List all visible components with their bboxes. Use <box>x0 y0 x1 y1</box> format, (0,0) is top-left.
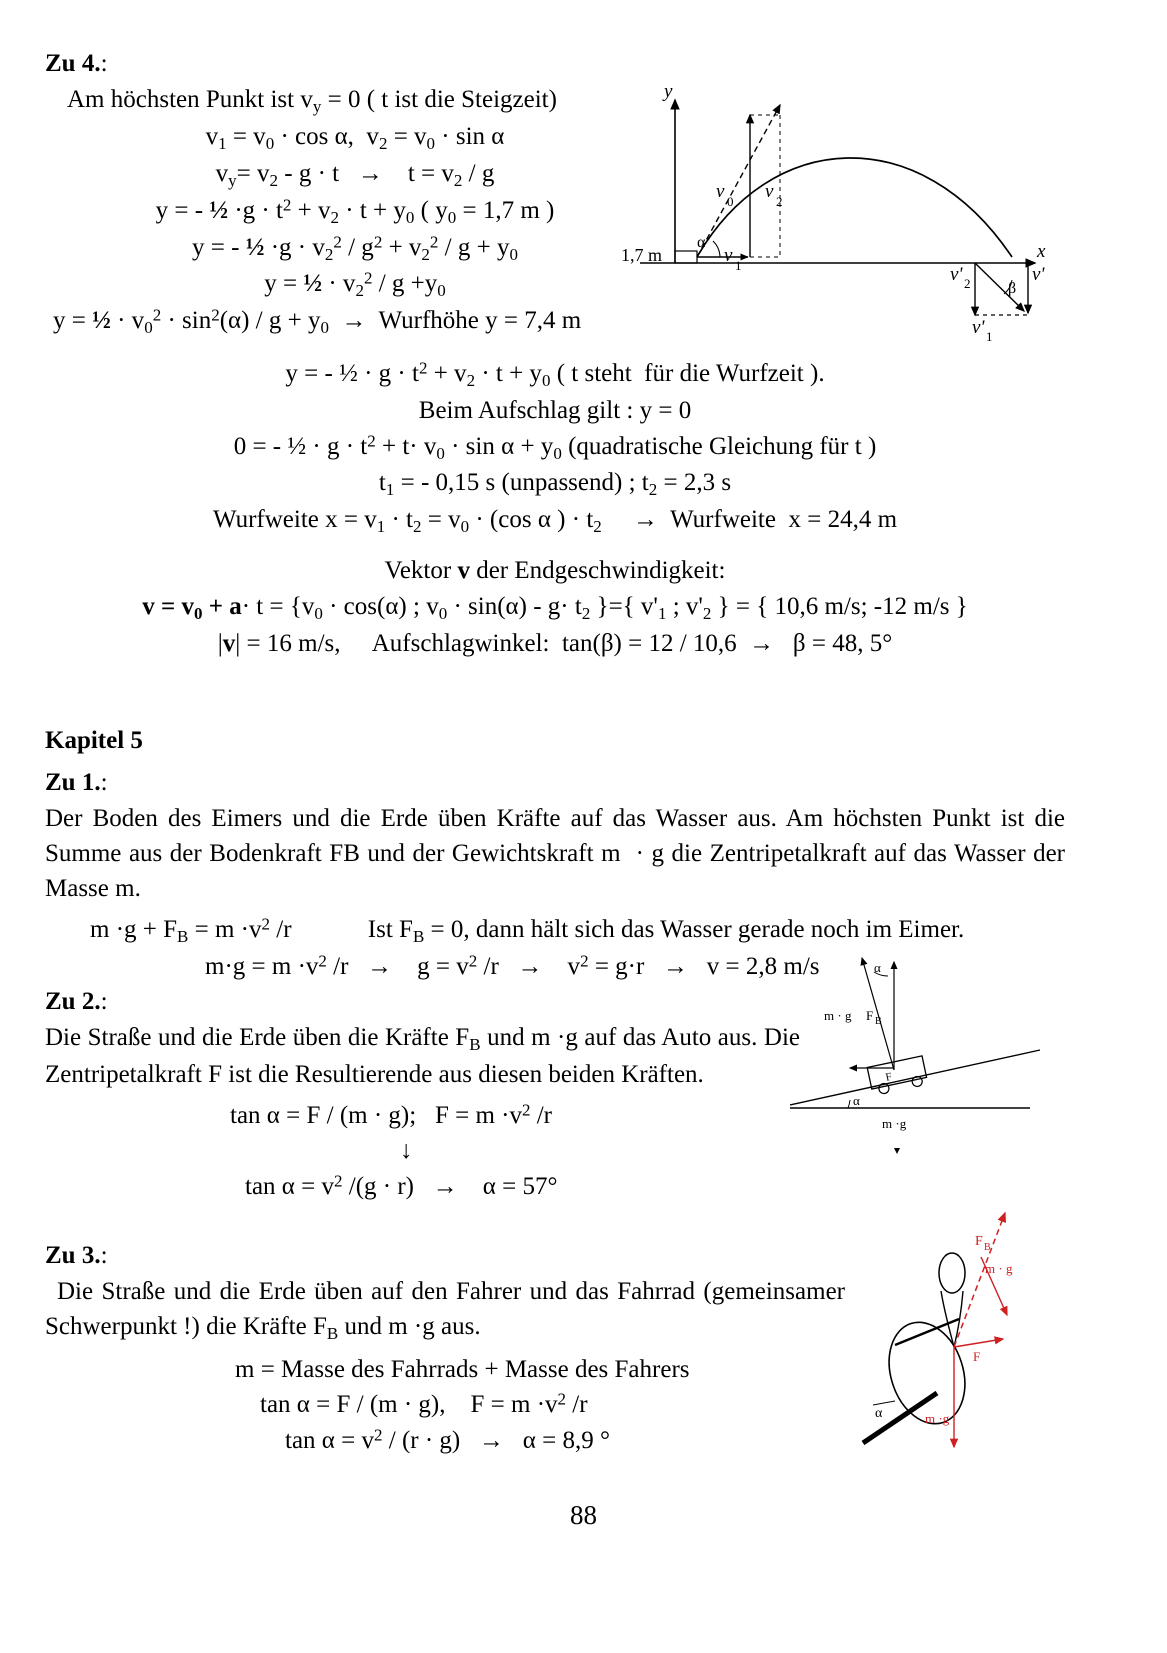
zu4-line-12: Wurfweite $x = v_1 \cdot t_2 = v_0 \cdot (\cos$ α ) · $t_2$ → Wurfweite x = 24,4 m <box>212 506 898 536</box>
svg-text:v: v <box>724 245 733 266</box>
zu4-line-1: Am höchsten Punkt ist $v_y = 0$ ( t ist die Steigzeit) <box>67 86 557 116</box>
svg-text:F: F <box>975 1234 983 1249</box>
zu4-line-2: $v_1 = v_0 \cdot \cos \alpha$, $v_2 = v_0 \cdot \sin \alpha$ <box>205 122 505 153</box>
svg-text:2: 2 <box>964 276 971 291</box>
zu3-equation-3: $\tan \alpha = v^2 / (r \cdot g) \to \alpha = 8,9$ ° <box>285 1425 610 1454</box>
svg-text:m ·g: m ·g <box>925 1411 950 1426</box>
zu4-line-7: y = ½ · $v_0^2 \cdot \sin^2(\alpha) / g + y_0$ → Wurfhöhe y = 7,4 m <box>53 305 582 337</box>
svg-text:y: y <box>664 81 673 102</box>
section-heading-zu3-label: Zu 3. <box>45 1242 101 1270</box>
zu4-line-4: y = - ½ $\cdot g \cdot t^2 + v_2 \cdot t + y_0$ ( $y_0 = 1,7$ m ) <box>155 194 555 227</box>
zu4-line-3: $v_y= v_2 - g \cdot t$ → $t = v_2 / g$ <box>215 159 495 190</box>
figure-bicycle-lean <box>855 1195 1070 1460</box>
svg-text:m · g: m · g <box>985 1261 1013 1276</box>
svg-text:α: α <box>874 960 881 975</box>
zu1-paragraph: Der Boden des Eimers und die Erde üben Kräfte auf das Wasser aus. Am höchsten Punkt ist die Summe aus der Bodenkraft FB und der Gewichtskraft m · g die Zentripetalkraft auf das Wasser der Masse m. <box>45 805 1065 902</box>
svg-text:α: α <box>853 1093 860 1108</box>
svg-text:α: α <box>875 1406 883 1421</box>
svg-text:β: β <box>1008 280 1017 297</box>
zu4-line-8: y = - ½ · $g \cdot t^2 + v_2 \cdot t + y_0$ ( t steht für die Wurfzeit ). <box>285 358 825 390</box>
svg-text:m ·g: m ·g <box>882 1116 907 1131</box>
figure-banked-road <box>790 950 1060 1165</box>
svg-text:v': v' <box>950 264 963 285</box>
zu4-line-9: Beim Aufschlag gilt : y = 0 <box>418 397 692 424</box>
svg-text:α: α <box>697 234 706 251</box>
section-heading-zu4 <box>45 50 1120 78</box>
chapter-title: Kapitel 5 <box>45 727 143 754</box>
svg-text:v': v' <box>972 317 985 338</box>
zu1-equation-1: $m \cdot g + F_B = m \cdot v^2$ /r Ist $F_B = 0$, dann hält sich das Wasser gerade noch im Eimer. <box>90 914 965 946</box>
zu4-line-13: Vektor v der Endgeschwindigkeit: <box>384 557 726 585</box>
section-heading-zu4-colon: : <box>100 50 108 77</box>
svg-text:0: 0 <box>727 194 734 209</box>
section-heading-zu3-colon: : <box>100 1242 108 1270</box>
section-heading-zu1-colon: : <box>100 769 108 796</box>
zu4-line-6: y = ½ · $v_2^2 / g +y_0$ <box>264 268 446 301</box>
zu3-paragraph: Die Straße und die Erde üben auf den Fahrer und das Fahrrad (gemeinsamer Schwerpunkt !) die Kräfte $F_B$ und m ·g aus. <box>45 1278 845 1344</box>
zu4-line-5: y = - ½ $\cdot g \cdot v_2^2 / g^2 + v_2^2 / g + y_0$ <box>192 231 518 264</box>
svg-text:2: 2 <box>776 194 783 209</box>
zu2-equation-1: tan α = F / (m · g); $F = m \cdot v^2$ /r <box>230 1100 553 1129</box>
svg-text:v': v' <box>1032 264 1045 285</box>
svg-text:1,7 m: 1,7 m <box>621 245 663 265</box>
zu2-paragraph: Die Straße und die Erde üben die Kräfte $F_B$ und m ·g auf das Auto aus. Die Zentripetalkraft F ist die Resultierende aus diesen beiden Kräften. <box>45 1024 800 1088</box>
svg-text:v: v <box>716 181 725 202</box>
zu2-equation-2: $\tan \alpha = v^2$ /(g · r) → α = 57° <box>245 1171 558 1200</box>
svg-text:1: 1 <box>735 258 742 273</box>
section-heading-zu2-label: Zu 2. <box>45 988 101 1016</box>
svg-text:F: F <box>866 1008 874 1023</box>
svg-text:m · g: m · g <box>824 1008 852 1023</box>
section-heading-zu1-label: Zu 1. <box>45 769 101 796</box>
zu3-equation-2: tan α = F / (m · g), $F = m \cdot v^2$ /r <box>260 1389 588 1419</box>
zu2-arrow: ↓ <box>400 1137 413 1165</box>
zu3-equation-1: m = Masse des Fahrrads + Masse des Fahrers <box>235 1355 690 1383</box>
zu4-line-10: 0 = - ½ · $g \cdot t^2 + t\cdot v_0 \cdot \sin \alpha + y_0$ (quadratische Gleichung für t ) <box>233 430 877 463</box>
section-heading-zu2-colon: : <box>100 988 108 1016</box>
zu4-line-15: |v| = 16 m/s, Aufschlagwinkel: tan(β) = 12 / 10,6 → β = 48, 5° <box>217 629 893 657</box>
svg-text:x: x <box>1037 241 1046 262</box>
section-heading-zu1 <box>45 769 1120 797</box>
zu4-line-11: $t_1$ = - 0,15 s (unpassend) ; $t_2 = 2,3$ s <box>378 469 732 500</box>
section-heading-zu4-label: Zu 4. <box>45 50 101 77</box>
svg-text:F: F <box>884 1070 894 1084</box>
svg-text:1: 1 <box>986 329 993 344</box>
svg-text:v: v <box>765 181 774 202</box>
zu4-line-14: $v = v_0 + a\cdot t = \{v_0 \cdot \cos(\alpha)$ ; $v_0 \cdot \sin(\alpha) - g\cdot t_2$ }={ $v'_1$ ; $v'_2$ } = { 10,6 m/s; -12 m/s } <box>142 592 968 623</box>
zu1-equation-2: $m\cdot g = m \cdot v^2$ /r → $g = v^2$ /r → $v^2 = g\cdot r \to v = 2,8$ m/s <box>205 951 820 980</box>
page-number: 88 <box>570 1500 597 1530</box>
svg-text:F: F <box>973 1349 981 1364</box>
figure-projectile-motion <box>620 75 1060 365</box>
svg-text:B: B <box>875 1016 882 1027</box>
svg-text:B: B <box>984 1242 991 1253</box>
